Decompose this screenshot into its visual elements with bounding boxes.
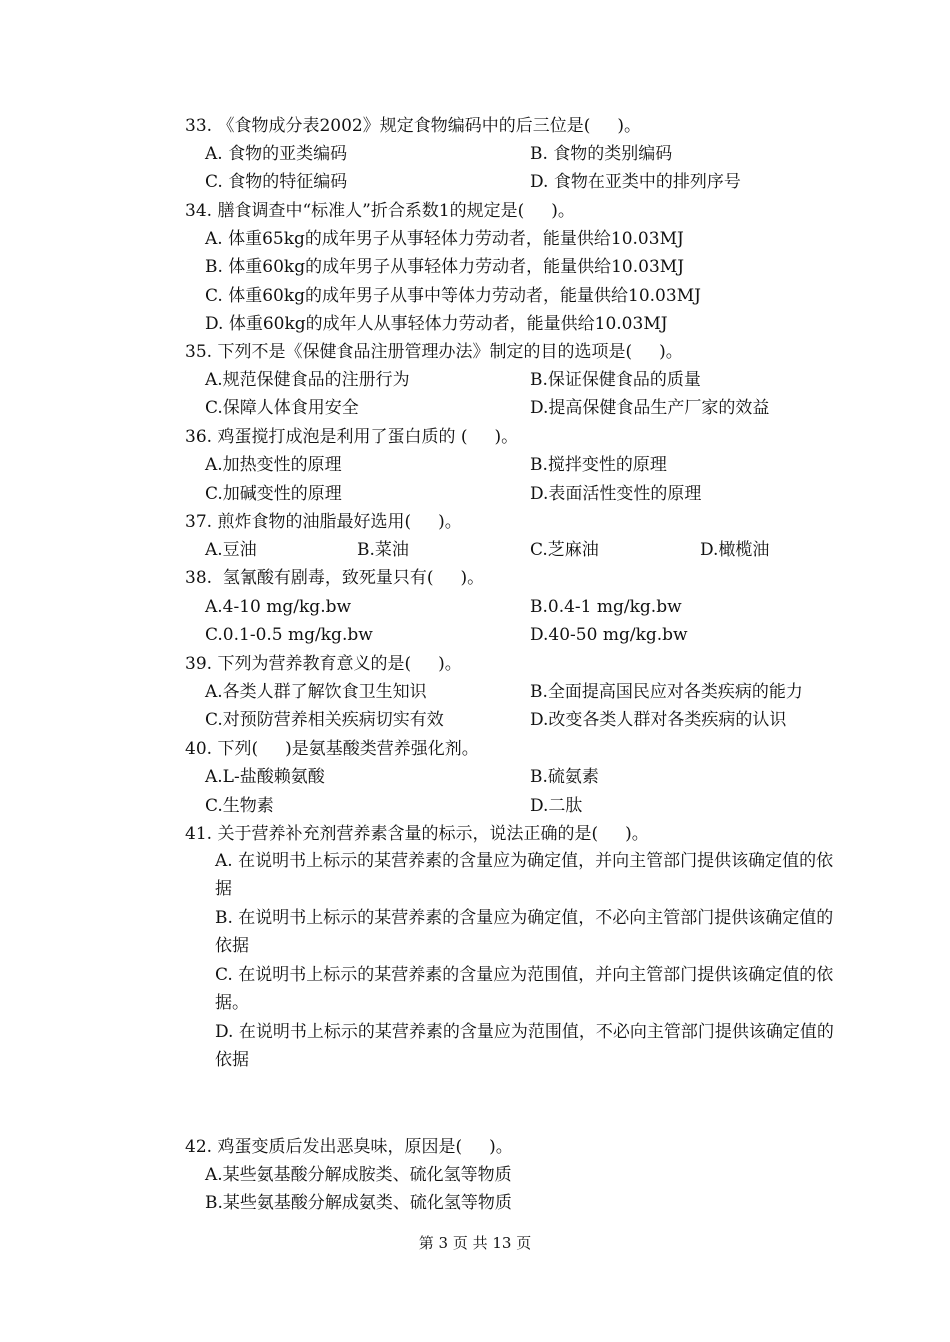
question-33-option-b: B. 食物的类别编码 bbox=[530, 144, 673, 164]
question-35-stem: 35. 下列不是《保健食品注册管理办法》制定的目的选项是( )。 bbox=[185, 342, 683, 362]
question-33-option-c: C. 食物的特征编码 bbox=[205, 172, 348, 192]
question-40-option-b: B.硫氨素 bbox=[530, 767, 599, 787]
question-38-stem: 38. 氢氰酸有剧毒，致死量只有( )。 bbox=[185, 568, 485, 588]
question-34-stem: 34. 膳食调查中“标准人”折合系数1的规定是( )。 bbox=[185, 201, 575, 221]
question-34-option-d: D. 体重60kg的成年人从事轻体力劳动者，能量供给10.03MJ bbox=[205, 314, 668, 334]
question-39-option-c: C.对预防营养相关疾病切实有效 bbox=[205, 710, 444, 730]
question-35-option-d: D.提高保健食品生产厂家的效益 bbox=[530, 398, 770, 418]
question-42-stem: 42. 鸡蛋变质后发出恶臭味，原因是( )。 bbox=[185, 1137, 513, 1157]
question-38-option-d: D.40-50 mg/kg.bw bbox=[530, 625, 688, 645]
question-39-option-b: B.全面提高国民应对各类疾病的能力 bbox=[530, 682, 803, 702]
question-33-option-a: A. 食物的亚类编码 bbox=[205, 144, 348, 164]
question-37-stem: 37. 煎炸食物的油脂最好选用( )。 bbox=[185, 512, 462, 532]
question-42-option-b: B.某些氨基酸分解成氨类、硫化氢等物质 bbox=[205, 1193, 512, 1213]
question-33-stem: 33. 《食物成分表2002》规定食物编码中的后三位是( )。 bbox=[185, 116, 641, 136]
question-37-option-d: D.橄榄油 bbox=[700, 540, 770, 560]
question-35-option-a: A.规范保健食品的注册行为 bbox=[205, 370, 410, 390]
question-33-option-d: D. 食物在亚类中的排列序号 bbox=[530, 172, 741, 192]
question-40-option-a: A.L-盐酸赖氨酸 bbox=[205, 767, 325, 787]
question-40-stem: 40. 下列( )是氨基酸类营养强化剂。 bbox=[185, 739, 479, 759]
question-39-option-d: D.改变各类人群对各类疾病的认识 bbox=[530, 710, 787, 730]
question-41-option-c: C. 在说明书上标示的某营养素的含量应为范围值，并向主管部门提供该确定值的依据。 bbox=[215, 965, 834, 1013]
question-37-option-b: B.菜油 bbox=[357, 540, 409, 560]
question-36-option-b: B.搅拌变性的原理 bbox=[530, 455, 667, 475]
question-39-option-a: A.各类人群了解饮食卫生知识 bbox=[205, 682, 427, 702]
question-41-option-a: A. 在说明书上标示的某营养素的含量应为确定值，并向主管部门提供该确定值的依据 bbox=[215, 851, 834, 899]
question-40-option-d: D.二肽 bbox=[530, 796, 583, 816]
question-37-option-c: C.芝麻油 bbox=[530, 540, 599, 560]
question-34-option-a: A. 体重65kg的成年男子从事轻体力劳动者，能量供给10.03MJ bbox=[205, 229, 684, 249]
question-40-option-c: C.生物素 bbox=[205, 796, 274, 816]
question-34-option-c: C. 体重60kg的成年男子从事中等体力劳动者，能量供给10.03MJ bbox=[205, 286, 701, 306]
question-35-option-b: B.保证保健食品的质量 bbox=[530, 370, 701, 390]
question-36-option-a: A.加热变性的原理 bbox=[205, 455, 342, 475]
question-42-option-a: A.某些氨基酸分解成胺类、硫化氢等物质 bbox=[205, 1165, 512, 1185]
question-36-stem: 36. 鸡蛋搅打成泡是利用了蛋白质的 ( )。 bbox=[185, 427, 519, 447]
question-35-option-c: C.保障人体食用安全 bbox=[205, 398, 359, 418]
question-38-option-b: B.0.4-1 mg/kg.bw bbox=[530, 597, 682, 617]
question-41-option-d: D. 在说明书上标示的某营养素的含量应为范围值，不必向主管部门提供该确定值的依据 bbox=[215, 1022, 834, 1070]
question-41-option-b: B. 在说明书上标示的某营养素的含量应为确定值，不必向主管部门提供该确定值的依据 bbox=[215, 908, 834, 956]
question-38-option-a: A.4-10 mg/kg.bw bbox=[205, 597, 352, 617]
question-39-stem: 39. 下列为营养教育意义的是( )。 bbox=[185, 654, 462, 674]
question-37-option-a: A.豆油 bbox=[205, 540, 257, 560]
question-36-option-c: C.加碱变性的原理 bbox=[205, 484, 342, 504]
question-41-stem: 41. 关于营养补充剂营养素含量的标示，说法正确的是( )。 bbox=[185, 824, 649, 844]
question-34-option-b: B. 体重60kg的成年男子从事轻体力劳动者，能量供给10.03MJ bbox=[205, 257, 685, 277]
page-number-footer: 第 3 页 共 13 页 bbox=[418, 1234, 532, 1252]
question-38-option-c: C.0.1-0.5 mg/kg.bw bbox=[205, 625, 373, 645]
question-36-option-d: D.表面活性变性的原理 bbox=[530, 484, 702, 504]
